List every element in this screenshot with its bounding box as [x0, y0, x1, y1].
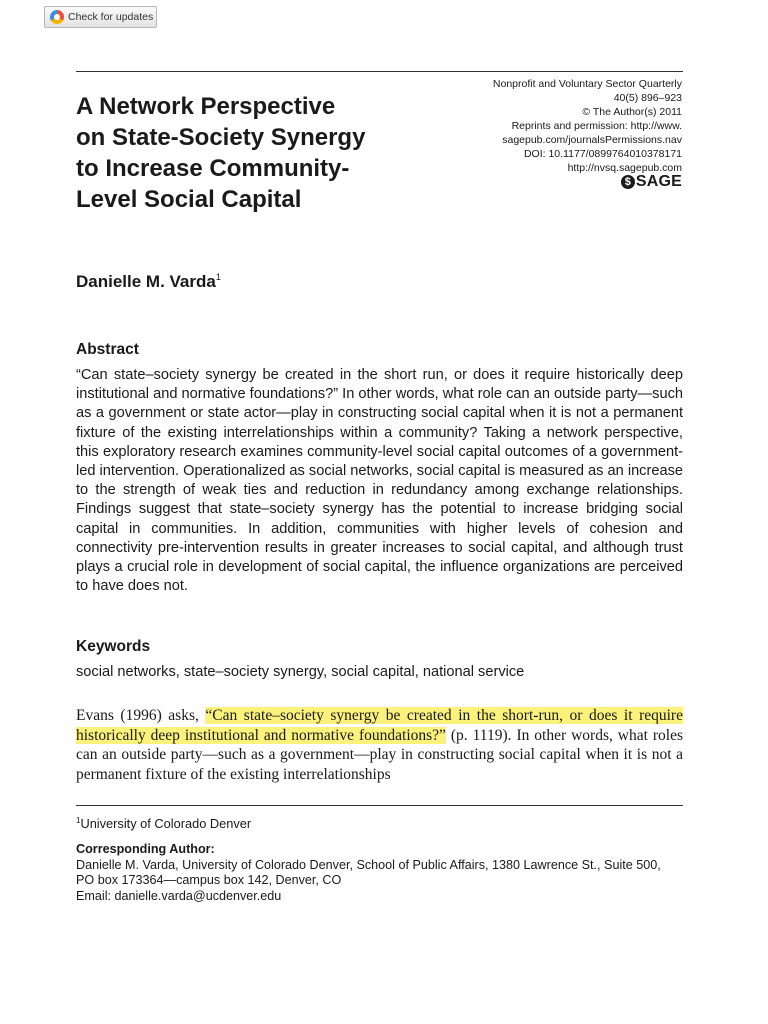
check-for-updates-button[interactable]: [44, 6, 157, 28]
corresponding-author: [76, 842, 686, 904]
corresponding-author-heading: Corresponding Author:: [76, 842, 215, 856]
check-for-updates-label: Check for updates: [68, 11, 154, 23]
abstract-heading: Abstract: [76, 341, 139, 358]
body-rest: (p. 1119). In other words, what roles can an outside party—such as a government—play in constructing social capital when it is not a permanent fixture of the existing interrelationships: [76, 726, 683, 783]
body-text: [76, 706, 683, 784]
author-affiliation: [76, 812, 251, 832]
footnote-rule: [76, 805, 683, 806]
corresponding-author-address: Danielle M. Varda, University of Colorado Denver, School of Public Affairs, 1380 Lawrence St., Suite 500,: [76, 857, 661, 872]
affiliation-mark: 1: [76, 816, 81, 825]
journal-volume: 40(5) 896–923: [613, 92, 682, 104]
sage-logo-icon: $: [621, 175, 635, 189]
body-paragraph: [76, 706, 683, 784]
highlighted-quote[interactable]: “Can state–society synergy be created in the short-run, or does it require historically deep institutional and normative foundations?”: [76, 707, 683, 744]
corresponding-author-address: PO box 173364—campus box 142, Denver, CO: [76, 873, 342, 887]
body-intro: Evans (1996) asks,: [76, 707, 206, 724]
sage-logo: [621, 173, 682, 191]
keywords-list: social networks, state–society synergy, social capital, national service: [76, 664, 525, 680]
sage-logo-text: SAGE: [635, 173, 682, 190]
keywords-heading: Keywords: [76, 638, 151, 655]
journal-meta: [382, 77, 682, 175]
crossmark-icon: [50, 10, 64, 24]
title-line: Level Social Capital: [76, 186, 302, 213]
reprints-line: sagepub.com/journalsPermissions.nav: [502, 134, 682, 146]
abstract-body: [76, 366, 683, 596]
affiliation-text: University of Colorado Denver: [80, 816, 252, 831]
reprints-line: Reprints and permission: http://www.: [511, 120, 682, 132]
title-line: to Increase Community-: [76, 155, 350, 182]
journal-name: Nonprofit and Voluntary Sector Quarterly: [492, 78, 682, 90]
doi: DOI: 10.1177/0899764010378171: [523, 148, 682, 160]
copyright: © The Author(s) 2011: [582, 106, 682, 118]
author-affiliation-mark: 1: [215, 272, 221, 282]
author-name-text: Danielle M. Varda: [76, 272, 216, 291]
title-line: A Network Perspective: [76, 93, 336, 120]
author-name: [76, 266, 221, 293]
title-line: on State-Society Synergy: [76, 124, 366, 151]
corresponding-author-email: Email: danielle.varda@ucdenver.edu: [76, 888, 282, 903]
journal-url: http://nvsq.sagepub.com: [567, 162, 682, 174]
abstract-text: “Can state–society synergy be created in the short run, or does it require historically deep institutional and normative foundations?” In other words, what role can an outside party—such as a government or state actor—play in constructing social capital when it is not a permanent fixture of the existing interrelationships within a community? Taking a network perspective, this exploratory research examines community-level social capital outcomes of a government-led intervention. Operationalized as social networks, social capital is measured as an increase to the strength of weak ties and reduction in redundancy among exchange relationships. Findings suggest that state–society synergy has the potential to increase bridging social capital in communities. In addition, communities with higher levels of cohesion and connectivity pre-intervention results in greater increases to social capital, and although trust plays a crucial role in development of social capital, the influence organizations are perceived to have does not.: [76, 367, 683, 595]
header-rule: [76, 71, 683, 72]
